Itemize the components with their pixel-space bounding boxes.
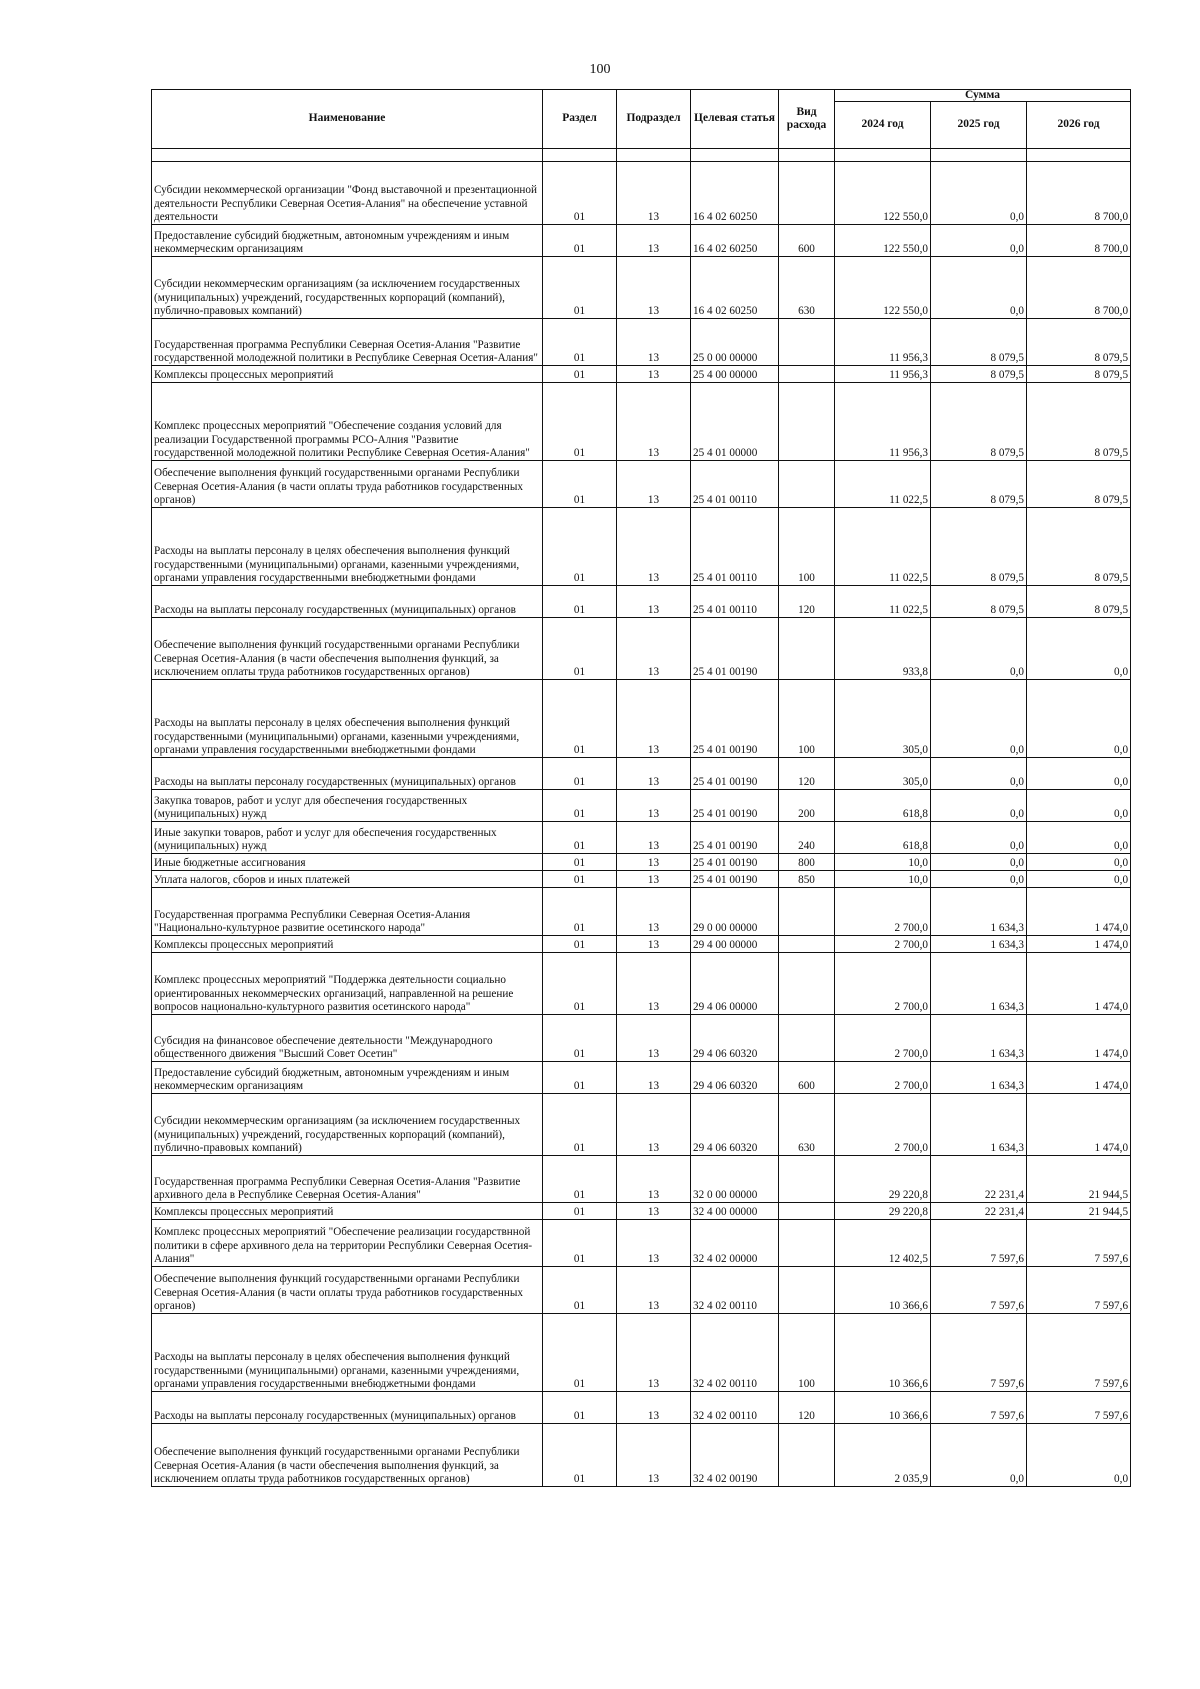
- cell-subsection: 13: [617, 888, 691, 936]
- cell-2024: 305,0: [835, 758, 931, 790]
- cell-2026: 7 597,6: [1027, 1314, 1131, 1392]
- cell-2024: 2 700,0: [835, 953, 931, 1015]
- cell-2024: 11 956,3: [835, 383, 931, 461]
- cell-2024: 2 700,0: [835, 1062, 931, 1094]
- cell-2024: 10 366,6: [835, 1267, 931, 1314]
- cell-2026: 8 700,0: [1027, 225, 1131, 257]
- cell-target: 25 4 01 00190: [691, 822, 779, 854]
- cell-subsection: 13: [617, 1314, 691, 1392]
- cell-expense-type: 630: [779, 1094, 835, 1156]
- cell-2025: 0,0: [931, 162, 1027, 225]
- cell-2025: 0,0: [931, 871, 1027, 888]
- cell-target: 25 4 00 00000: [691, 366, 779, 383]
- cell-section: 01: [543, 1156, 617, 1203]
- cell-name: Предоставление субсидий бюджетным, автономным учреждениям и иным некоммерческим организациям: [152, 1062, 543, 1094]
- cell-section: 01: [543, 1062, 617, 1094]
- cell-subsection: 13: [617, 1220, 691, 1267]
- cell-2025: 7 597,6: [931, 1314, 1027, 1392]
- cell-subsection: 13: [617, 680, 691, 758]
- cell-2025: 7 597,6: [931, 1220, 1027, 1267]
- cell-section: 01: [543, 461, 617, 508]
- cell-name: Комплексы процессных мероприятий: [152, 1203, 543, 1220]
- cell-2024: 122 550,0: [835, 225, 931, 257]
- cell-name: Иные закупки товаров, работ и услуг для обеспечения государственных (муниципальных) нужд: [152, 822, 543, 854]
- cell-2026: 8 079,5: [1027, 383, 1131, 461]
- cell-2024: 12 402,5: [835, 1220, 931, 1267]
- cell-target: 32 0 00 00000: [691, 1156, 779, 1203]
- table-row: [152, 1424, 1131, 1487]
- cell-2025: 1 634,3: [931, 1094, 1027, 1156]
- cell-name: Комплекс процессных мероприятий "Поддержка деятельности социально ориентированных некоммерческих организаций, направленной на решение вопросов национально-культурного развития осетинского народа": [152, 953, 543, 1015]
- cell-name: Обеспечение выполнения функций государственными органами Республики Северная Осетия-Алания (в части обеспечения выполнения функций, за исключением оплаты труда работников государственных органов): [152, 1424, 543, 1487]
- cell-expense-type: 600: [779, 1062, 835, 1094]
- cell-name: Государственная программа Республики Северная Осетия-Алания "Развитие архивного дела в Республике Северная Осетия-Алания": [152, 1156, 543, 1203]
- cell-subsection: 13: [617, 936, 691, 953]
- cell-2025: 1 634,3: [931, 953, 1027, 1015]
- cell-name: Комплекс процессных мероприятий "Обеспечение реализации государствнной политики в сфере архивного дела на территории Республики Северная Осетия-Алания": [152, 1220, 543, 1267]
- page-number: 100: [589, 62, 611, 77]
- cell-2024: 2 700,0: [835, 1015, 931, 1062]
- cell-target: 32 4 02 00190: [691, 1424, 779, 1487]
- table-row: [152, 1062, 1131, 1094]
- cell-2025: 0,0: [931, 822, 1027, 854]
- table-row: [152, 461, 1131, 508]
- cell-subsection: 13: [617, 225, 691, 257]
- cell-expense-type: 800: [779, 854, 835, 871]
- cell-target: 29 4 06 60320: [691, 1015, 779, 1062]
- cell-expense-type: [779, 1220, 835, 1267]
- cell-section: 01: [543, 586, 617, 618]
- cell-expense-type: [779, 383, 835, 461]
- cell-expense-type: [779, 1015, 835, 1062]
- cell-name: Субсидии некоммерческой организации "Фонд выставочной и презентационной деятельности Республики Северная Осетия-Алания" на обеспечение уставной деятельности: [152, 162, 543, 225]
- cell-expense-type: 120: [779, 586, 835, 618]
- cell-2025: 8 079,5: [931, 461, 1027, 508]
- cell-expense-type: 100: [779, 508, 835, 586]
- cell-2024: 305,0: [835, 680, 931, 758]
- cell-2024: 2 700,0: [835, 888, 931, 936]
- cell-target: 29 4 06 60320: [691, 1062, 779, 1094]
- header-section: Раздел: [543, 90, 617, 149]
- table-row: [152, 953, 1131, 1015]
- cell-section: 01: [543, 1094, 617, 1156]
- cell-name: Расходы на выплаты персоналу в целях обеспечения выполнения функций государственными (муниципальными) органами, казенными учреждениями, органами управления государственными внебюджетными фондами: [152, 680, 543, 758]
- cell-section: 01: [543, 383, 617, 461]
- cell-2025: 8 079,5: [931, 383, 1027, 461]
- cell-subsection: 13: [617, 1392, 691, 1424]
- header-name: Наименование: [152, 90, 543, 149]
- cell-name: Расходы на выплаты персоналу государственных (муниципальных) органов: [152, 586, 543, 618]
- table-row: [152, 871, 1131, 888]
- cell-target: 29 0 00 00000: [691, 888, 779, 936]
- cell-expense-type: [779, 618, 835, 680]
- cell-2025: 0,0: [931, 225, 1027, 257]
- cell-section: 01: [543, 1267, 617, 1314]
- cell-2025: 0,0: [931, 257, 1027, 319]
- cell-section: 01: [543, 888, 617, 936]
- cell-name: Расходы на выплаты персоналу в целях обеспечения выполнения функций государственными (муниципальными) органами, казенными учреждениями, органами управления государственными внебюджетными фондами: [152, 1314, 543, 1392]
- cell-target: 25 4 01 00190: [691, 854, 779, 871]
- cell-target: 32 4 02 00000: [691, 1220, 779, 1267]
- cell-2026: 1 474,0: [1027, 1094, 1131, 1156]
- cell-2025: 8 079,5: [931, 508, 1027, 586]
- cell-target: 25 4 01 00110: [691, 586, 779, 618]
- cell-2026: 8 079,5: [1027, 366, 1131, 383]
- cell-section: 01: [543, 1392, 617, 1424]
- cell-section: 01: [543, 225, 617, 257]
- cell-subsection: 13: [617, 822, 691, 854]
- cell-2025: 7 597,6: [931, 1267, 1027, 1314]
- cell-2024: 11 022,5: [835, 586, 931, 618]
- cell-name: Расходы на выплаты персоналу государственных (муниципальных) органов: [152, 758, 543, 790]
- cell-name: Государственная программа Республики Северная Осетия-Алания "Развитие государственной молодежной политики в Республике Северная Осетия-Алания": [152, 319, 543, 366]
- cell-expense-type: 120: [779, 1392, 835, 1424]
- table-header: [152, 90, 1131, 149]
- cell-2025: 0,0: [931, 790, 1027, 822]
- table-row: [152, 383, 1131, 461]
- cell-expense-type: 120: [779, 758, 835, 790]
- cell-section: 01: [543, 319, 617, 366]
- table-row: [152, 888, 1131, 936]
- header-expense-type: Вид расхода: [779, 90, 835, 149]
- cell-name: Комплексы процессных мероприятий: [152, 366, 543, 383]
- cell-expense-type: [779, 1203, 835, 1220]
- cell-target: 16 4 02 60250: [691, 162, 779, 225]
- cell-2026: 1 474,0: [1027, 1015, 1131, 1062]
- table-row: [152, 822, 1131, 854]
- cell-subsection: 13: [617, 162, 691, 225]
- cell-subsection: 13: [617, 319, 691, 366]
- cell-2024: 618,8: [835, 822, 931, 854]
- cell-target: 32 4 00 00000: [691, 1203, 779, 1220]
- cell-2024: 122 550,0: [835, 257, 931, 319]
- cell-name: Иные бюджетные ассигнования: [152, 854, 543, 871]
- table-body: [152, 149, 1131, 1487]
- cell-target: 25 4 01 00190: [691, 758, 779, 790]
- table-row: [152, 790, 1131, 822]
- cell-name: Предоставление субсидий бюджетным, автономным учреждениям и иным некоммерческим организациям: [152, 225, 543, 257]
- cell-2024: 618,8: [835, 790, 931, 822]
- table-row: [152, 162, 1131, 225]
- cell-target: 25 4 01 00190: [691, 790, 779, 822]
- cell-subsection: 13: [617, 618, 691, 680]
- cell-section: 01: [543, 953, 617, 1015]
- cell-target: 32 4 02 00110: [691, 1267, 779, 1314]
- cell-2025: 0,0: [931, 758, 1027, 790]
- cell-section: 01: [543, 871, 617, 888]
- cell-subsection: 13: [617, 758, 691, 790]
- cell-subsection: 13: [617, 1015, 691, 1062]
- cell-2025: 1 634,3: [931, 1015, 1027, 1062]
- cell-section: 01: [543, 257, 617, 319]
- table-row: [152, 366, 1131, 383]
- table-row: [152, 618, 1131, 680]
- cell-expense-type: [779, 319, 835, 366]
- cell-2026: 8 079,5: [1027, 461, 1131, 508]
- cell-name: Обеспечение выполнения функций государственными органами Республики Северная Осетия-Алания (в части оплаты труда работников государственных органов): [152, 1267, 543, 1314]
- header-subsection: Подраздел: [617, 90, 691, 149]
- cell-2024: 2 700,0: [835, 936, 931, 953]
- cell-2026: 8 700,0: [1027, 257, 1131, 319]
- cell-subsection: 13: [617, 586, 691, 618]
- cell-name: Субсидия на финансовое обеспечение деятельности "Международного общественного движения "Высший Совет Осетин": [152, 1015, 543, 1062]
- cell-subsection: 13: [617, 1424, 691, 1487]
- cell-2025: 0,0: [931, 680, 1027, 758]
- spacer-row: [152, 149, 1131, 162]
- cell-expense-type: [779, 953, 835, 1015]
- cell-2025: 8 079,5: [931, 319, 1027, 366]
- cell-name: Расходы на выплаты персоналу государственных (муниципальных) органов: [152, 1392, 543, 1424]
- cell-subsection: 13: [617, 854, 691, 871]
- cell-section: 01: [543, 822, 617, 854]
- table-row: [152, 1392, 1131, 1424]
- cell-target: 32 4 02 00110: [691, 1392, 779, 1424]
- table-row: [152, 1094, 1131, 1156]
- table-row: [152, 936, 1131, 953]
- cell-2025: 0,0: [931, 618, 1027, 680]
- cell-2024: 11 956,3: [835, 319, 931, 366]
- cell-section: 01: [543, 1220, 617, 1267]
- cell-subsection: 13: [617, 1156, 691, 1203]
- cell-2026: 8 700,0: [1027, 162, 1131, 225]
- cell-expense-type: 100: [779, 1314, 835, 1392]
- table-row: [152, 225, 1131, 257]
- cell-name: Обеспечение выполнения функций государственными органами Республики Северная Осетия-Алания (в части обеспечения выполнения функций, за исключением оплаты труда работников государственных органов): [152, 618, 543, 680]
- cell-2024: 11 022,5: [835, 508, 931, 586]
- cell-subsection: 13: [617, 257, 691, 319]
- cell-expense-type: 100: [779, 680, 835, 758]
- header-2026: 2026 год: [1027, 102, 1131, 149]
- cell-2026: 21 944,5: [1027, 1203, 1131, 1220]
- cell-2026: 1 474,0: [1027, 936, 1131, 953]
- cell-expense-type: [779, 461, 835, 508]
- cell-expense-type: 600: [779, 225, 835, 257]
- cell-name: Уплата налогов, сборов и иных платежей: [152, 871, 543, 888]
- cell-2026: 8 079,5: [1027, 319, 1131, 366]
- cell-2026: 7 597,6: [1027, 1267, 1131, 1314]
- cell-section: 01: [543, 758, 617, 790]
- cell-target: 25 4 01 00190: [691, 618, 779, 680]
- header-sum-group: Сумма: [835, 90, 1131, 102]
- cell-subsection: 13: [617, 461, 691, 508]
- cell-name: Закупка товаров, работ и услуг для обеспечения государственных (муниципальных) нужд: [152, 790, 543, 822]
- cell-2026: 0,0: [1027, 618, 1131, 680]
- cell-expense-type: 850: [779, 871, 835, 888]
- cell-section: 01: [543, 1015, 617, 1062]
- header-target: Целевая статья: [691, 90, 779, 149]
- cell-2024: 10,0: [835, 854, 931, 871]
- cell-2024: 2 700,0: [835, 1094, 931, 1156]
- cell-target: 25 4 01 00110: [691, 461, 779, 508]
- cell-name: Расходы на выплаты персоналу в целях обеспечения выполнения функций государственными (муниципальными) органами, казенными учреждениями, органами управления государственными внебюджетными фондами: [152, 508, 543, 586]
- cell-subsection: 13: [617, 383, 691, 461]
- cell-subsection: 13: [617, 508, 691, 586]
- cell-section: 01: [543, 936, 617, 953]
- cell-2026: 0,0: [1027, 854, 1131, 871]
- cell-2025: 22 231,4: [931, 1203, 1027, 1220]
- cell-subsection: 13: [617, 1267, 691, 1314]
- cell-2026: 1 474,0: [1027, 888, 1131, 936]
- table-row: [152, 1267, 1131, 1314]
- cell-name: Комплекс процессных мероприятий "Обеспечение создания условий для реализации Государственной программы РСО-Алния "Развитие государственной молодежной политики Республике Северная Осетия-Алания": [152, 383, 543, 461]
- cell-2026: 7 597,6: [1027, 1220, 1131, 1267]
- table-row: [152, 508, 1131, 586]
- cell-section: 01: [543, 854, 617, 871]
- cell-2024: 2 035,9: [835, 1424, 931, 1487]
- cell-name: Субсидии некоммерческим организациям (за исключением государственных (муниципальных) учреждений, государственных корпораций (компаний), публично-правовых компаний): [152, 257, 543, 319]
- cell-2026: 21 944,5: [1027, 1156, 1131, 1203]
- cell-2025: 0,0: [931, 854, 1027, 871]
- cell-target: 29 4 00 00000: [691, 936, 779, 953]
- cell-2026: 8 079,5: [1027, 586, 1131, 618]
- table-row: [152, 319, 1131, 366]
- cell-target: 25 4 01 00190: [691, 871, 779, 888]
- cell-2026: 0,0: [1027, 790, 1131, 822]
- cell-section: 01: [543, 508, 617, 586]
- cell-subsection: 13: [617, 1062, 691, 1094]
- table-row: [152, 1156, 1131, 1203]
- table-row: [152, 586, 1131, 618]
- cell-2024: 10 366,6: [835, 1314, 931, 1392]
- cell-section: 01: [543, 618, 617, 680]
- cell-2024: 933,8: [835, 618, 931, 680]
- cell-expense-type: 200: [779, 790, 835, 822]
- cell-2026: 1 474,0: [1027, 953, 1131, 1015]
- cell-2026: 0,0: [1027, 758, 1131, 790]
- cell-section: 01: [543, 366, 617, 383]
- cell-subsection: 13: [617, 1203, 691, 1220]
- cell-2026: 8 079,5: [1027, 508, 1131, 586]
- cell-section: 01: [543, 162, 617, 225]
- cell-target: 25 4 01 00110: [691, 508, 779, 586]
- cell-2026: 0,0: [1027, 680, 1131, 758]
- cell-target: 25 4 01 00190: [691, 680, 779, 758]
- cell-subsection: 13: [617, 953, 691, 1015]
- cell-2025: 1 634,3: [931, 936, 1027, 953]
- cell-expense-type: [779, 888, 835, 936]
- header-2024: 2024 год: [835, 102, 931, 149]
- cell-name: Государственная программа Республики Северная Осетия-Алания "Национально-культурное развитие осетинского народа": [152, 888, 543, 936]
- cell-target: 25 0 00 00000: [691, 319, 779, 366]
- cell-2025: 1 634,3: [931, 888, 1027, 936]
- cell-2024: 11 956,3: [835, 366, 931, 383]
- table-row: [152, 680, 1131, 758]
- cell-2026: 0,0: [1027, 871, 1131, 888]
- cell-section: 01: [543, 1424, 617, 1487]
- cell-2025: 8 079,5: [931, 586, 1027, 618]
- cell-expense-type: [779, 366, 835, 383]
- cell-2024: 10 366,6: [835, 1392, 931, 1424]
- cell-target: 16 4 02 60250: [691, 225, 779, 257]
- cell-2024: 122 550,0: [835, 162, 931, 225]
- cell-target: 25 4 01 00000: [691, 383, 779, 461]
- cell-name: Субсидии некоммерческим организациям (за исключением государственных (муниципальных) учреждений, государственных корпораций (компаний), публично-правовых компаний): [152, 1094, 543, 1156]
- cell-expense-type: [779, 1156, 835, 1203]
- table-row: [152, 1220, 1131, 1267]
- cell-target: 16 4 02 60250: [691, 257, 779, 319]
- cell-2025: 7 597,6: [931, 1392, 1027, 1424]
- table-row: [152, 854, 1131, 871]
- cell-2025: 0,0: [931, 1424, 1027, 1487]
- cell-expense-type: 630: [779, 257, 835, 319]
- cell-expense-type: [779, 936, 835, 953]
- cell-target: 29 4 06 60320: [691, 1094, 779, 1156]
- header-2025: 2025 год: [931, 102, 1027, 149]
- cell-2025: 8 079,5: [931, 366, 1027, 383]
- cell-2024: 11 022,5: [835, 461, 931, 508]
- budget-table: [151, 89, 1131, 1487]
- cell-expense-type: 240: [779, 822, 835, 854]
- cell-subsection: 13: [617, 790, 691, 822]
- cell-subsection: 13: [617, 871, 691, 888]
- cell-target: 29 4 06 00000: [691, 953, 779, 1015]
- table-row: [152, 257, 1131, 319]
- cell-section: 01: [543, 790, 617, 822]
- cell-2024: 29 220,8: [835, 1156, 931, 1203]
- cell-2024: 10,0: [835, 871, 931, 888]
- cell-expense-type: [779, 1424, 835, 1487]
- table-row: [152, 1015, 1131, 1062]
- table-row: [152, 1314, 1131, 1392]
- table-row: [152, 758, 1131, 790]
- cell-2026: 7 597,6: [1027, 1392, 1131, 1424]
- cell-2024: 29 220,8: [835, 1203, 931, 1220]
- cell-section: 01: [543, 680, 617, 758]
- cell-subsection: 13: [617, 366, 691, 383]
- cell-name: Обеспечение выполнения функций государственными органами Республики Северная Осетия-Алания (в части оплаты труда работников государственных органов): [152, 461, 543, 508]
- cell-name: Комплексы процессных мероприятий: [152, 936, 543, 953]
- cell-expense-type: [779, 162, 835, 225]
- cell-2026: 0,0: [1027, 1424, 1131, 1487]
- table-row: [152, 1203, 1131, 1220]
- cell-2025: 1 634,3: [931, 1062, 1027, 1094]
- cell-2026: 0,0: [1027, 822, 1131, 854]
- cell-expense-type: [779, 1267, 835, 1314]
- cell-section: 01: [543, 1314, 617, 1392]
- cell-subsection: 13: [617, 1094, 691, 1156]
- cell-target: 32 4 02 00110: [691, 1314, 779, 1392]
- cell-section: 01: [543, 1203, 617, 1220]
- cell-2026: 1 474,0: [1027, 1062, 1131, 1094]
- cell-2025: 22 231,4: [931, 1156, 1027, 1203]
